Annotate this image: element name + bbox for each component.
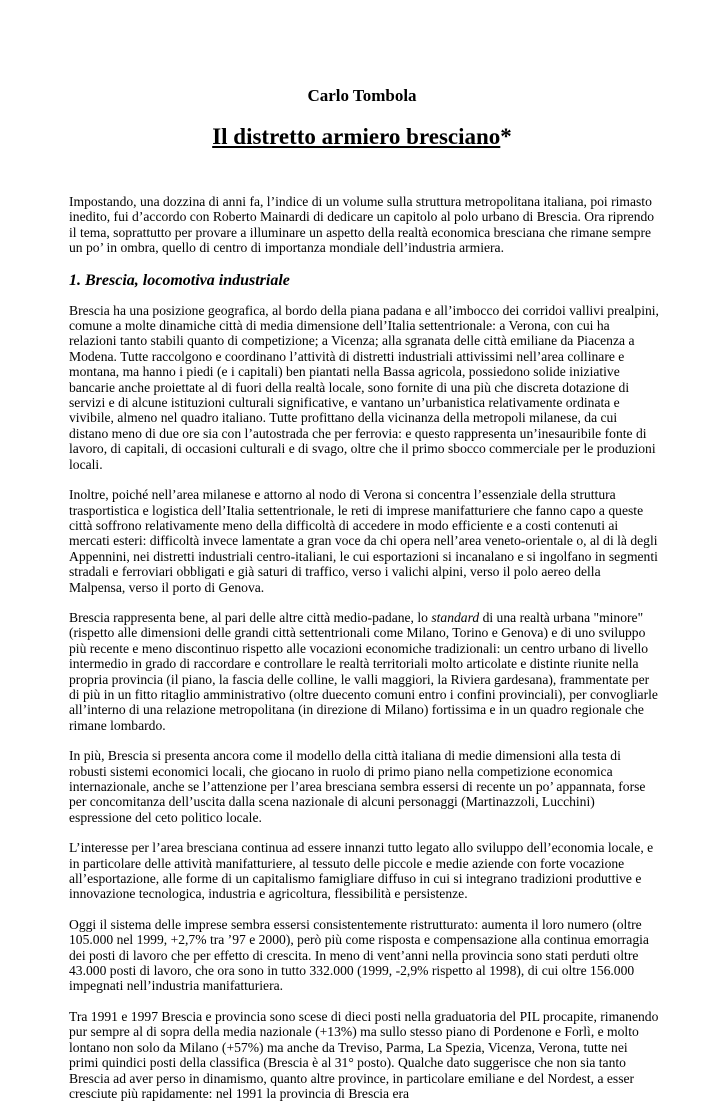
emphasis-text: standard bbox=[431, 609, 480, 625]
author-name: Carlo Tombola bbox=[307, 86, 417, 105]
body-text bbox=[69, 194, 659, 1116]
paragraph: Brescia ha una posizione geografica, al bordo della piana padana e all’imbocco dei corridoi vallivi prealpini, comune a molte dinamiche città di media dimensione dell’Italia settentrionale: a Verona, con cui ha relazioni tanto stabili quanto di competizione; a Vicenza; alla sgranata delle città emiliane da Piacenza a Modena. Tutte raccolgono e coordinano l’attività di distretti industriali attivissimi nell’area collinare e montana, ma hanno i piedi (e i capitali) ben piantati nella Bassa agricola, possiedono solide iniziative bancarie anche proiettate al di fuori della realtà locale, sono fornite di una più che discreta dotazione di servizi e di alcune istituzioni culturali significative, e vantano un’urbanistica relativamente ordinata e vivibile, almeno nel quadro italiano. Tutte profittano della vicinanza della metropoli milanese, da cui distano meno di due ore sia con l’autostrada che per ferrovia: e questo rappresenta un’inesauribile fonte di lavoro, di capitali, di occasioni culturali e di svago, oltre che il primo sbocco commerciale per le produzioni locali. bbox=[69, 302, 659, 472]
section-heading: 1. Brescia, locomotiva industriale bbox=[69, 271, 290, 289]
paragraph: Oggi il sistema delle imprese sembra essersi consistentemente ristrutturato: aumenta il loro numero (oltre 105.000 nel 1999, +2,7% tra ’97 e 2000), però più come risposta e compensazione alla continua emorragia dei posti di lavoro che per effetto di crescita. In meno di vent’anni nella provincia sono stati perduti oltre 43.000 posti di lavoro, che ora sono in tutto 332.000 (1999, -2,9% rispetto al 1998), di cui oltre 156.000 impegnati nell’industria manifatturiera. bbox=[69, 916, 649, 994]
paragraph: In più, Brescia si presenta ancora come il modello della città italiana di medie dimensioni alla testa di robusti sistemi economici locali, che giocano in ruolo di primo piano nella competizione economica internazionale, anche se l’attenzione per l’area bresciana sembra essersi di recente un po’ appannata, forse per concomitanza dell’uscita dalla scena nazionale di alcuni personaggi (Martinazzoli, Lucchini) espressione del ceto politico locale. bbox=[69, 748, 646, 825]
paragraph: Tra 1991 e 1997 Brescia e provincia sono scese di dieci posti nella graduatoria del PIL procapite, rimanendo pur sempre al di sopra della media nazionale (+13%) ma sullo stesso piano di Pordenone e Forlì, e molto lontano non solo da Milano (+57%) ma anche da Treviso, Parma, La Spezia, Vicenza, Verona, tutte nei primi quindici posti della classifica (Brescia è al 31° posto). Qualche dato suggerisce che non sia tanto Brescia ad aver perso in dinamismo, quanto altre province, in particolare emiliane e del Nordest, a esser cresciute più rapidamente: nel 1991 la provincia di Brescia era bbox=[69, 1008, 659, 1101]
footnote-marker[interactable]: * bbox=[500, 124, 512, 149]
intro-paragraph: Impostando, una dozzina di anni fa, l’indice di un volume sulla struttura metropolitana italiana, poi rimasto inedito, fui d’accordo con Roberto Mainardi di dedicare un capitolo al polo urbano di Brescia. Ora riprendo il tema, soprattutto per provare a illuminare un aspetto della realtà economica bresciana che rimane sempre un po’ in ombra, quello di centro di importanza mondiale dell’industria armiera. bbox=[69, 194, 655, 256]
paragraph-text: di una realtà urbana "minore" (rispetto alle dimensioni delle grandi città settentrionali come Milano, Torino e Genova) e di uno sviluppo più recente e meno discontinuo rispetto alle vocazioni economiche tradizionali: un centro urbano di livello intermedio in grado di raccordare e controllare le realtà territoriali molto articolate e distinte riunite nella propria provincia (il piano, la fascia delle colline, le valli maggiori, la Riviera gardesana), frammentate per di più in un fitto ritaglio amministrativo (oltre duecento comuni entro i confini provinciali), per convogliarle all’interno di una relazione metropolitana (in direzione di Milano) fortissima e in un quadro regionale che rimane lombardo. bbox=[69, 609, 658, 733]
title-text: Il distretto armiero bresciano bbox=[212, 124, 501, 149]
paragraph: L’interesse per l’area bresciana continua ad essere innanzi tutto legato allo sviluppo dell’economia locale, e in particolare delle attività manifatturiere, al tessuto delle piccole e medie aziende con forte vocazione all’esportazione, alle forme di un capitalismo famigliare diffuso in cui si integrano tradizioni produttive e innovazione tecnologica, industria e agricoltura, flessibilità e persistenze. bbox=[69, 840, 654, 902]
paragraph-text: Brescia rappresenta bene, al pari delle altre città medio-padane, lo bbox=[69, 609, 432, 625]
paragraph: Inoltre, poiché nell’area milanese e attorno al nodo di Verona si concentra l’essenziale della struttura trasportistica e logistica dell’Italia settentrionale, le reti di imprese manifatturiere che fanno capo a queste città soffrono relativamente meno della difficoltà di accedere in modo efficiente e a costi contenuti ai mercati esteri: difficoltà invece lamentate a gran voce da chi opera nell’area veneto-orientale o, al di là degli Appennini, nei distretti industriali centro-italiani, le cui esportazioni si incanalano e si ingolfano in segmenti stradali e ferroviari obbligati e già saturi di traffico, verso i valichi alpini, verso il polo aereo della Malpensa, verso il porto di Genova. bbox=[69, 487, 658, 595]
paragraph bbox=[69, 610, 659, 733]
document-title bbox=[0, 122, 724, 152]
